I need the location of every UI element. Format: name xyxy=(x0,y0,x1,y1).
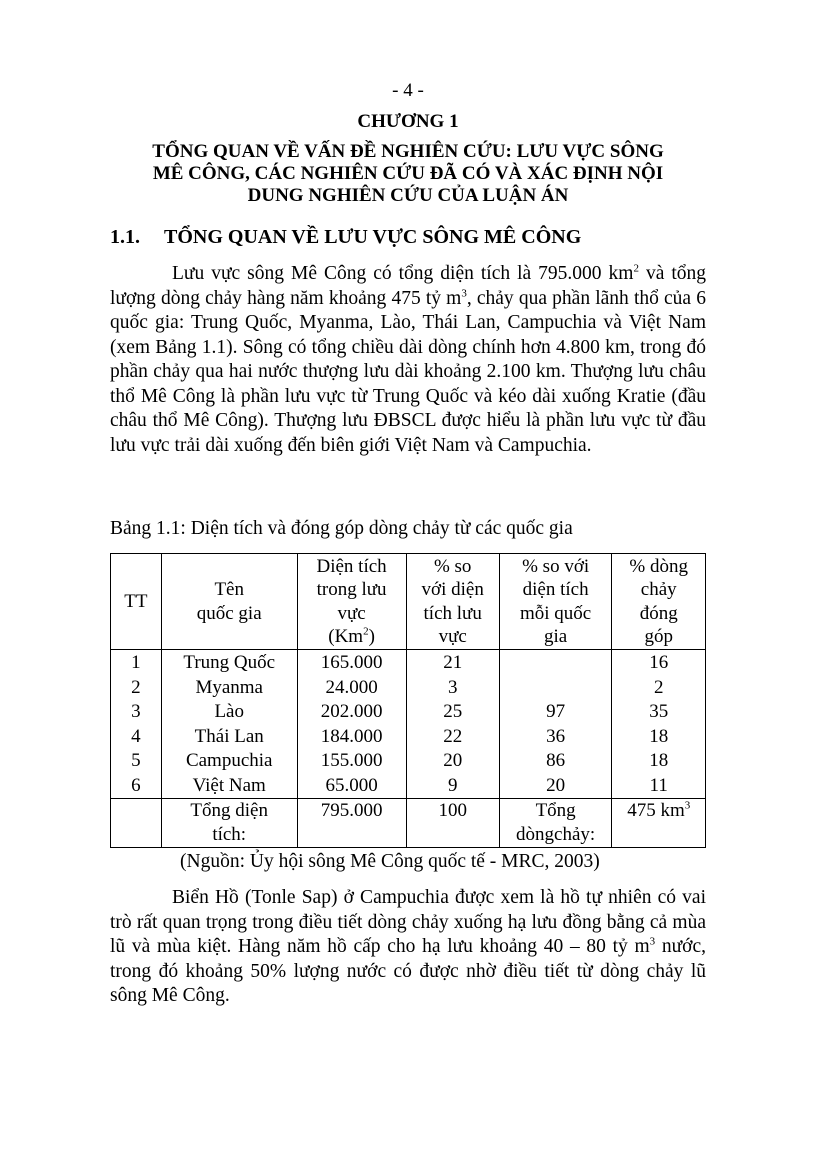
paragraph-2 xyxy=(110,886,706,1009)
chapter-title-line: MÊ CÔNG, CÁC NGHIÊN CỨU ĐÃ CÓ VÀ XÁC ĐỊNH NỘI xyxy=(152,163,664,184)
column-tt: 1 2 3 4 5 6 xyxy=(111,650,162,799)
table-caption: Bảng 1.1: Diện tích và đóng góp dòng chảy từ các quốc gia xyxy=(110,518,573,539)
chapter-heading: CHƯƠNG 1 xyxy=(357,111,459,132)
chapter-title xyxy=(110,141,706,207)
superscript: 2 xyxy=(633,262,639,275)
chapter-title-line: TỔNG QUAN VỀ VẤN ĐỀ NGHIÊN CỨU: LƯU VỰC SÔNG xyxy=(152,141,664,162)
header-pct-country: % so với diện tích mỗi quốc gia xyxy=(499,554,612,650)
section-heading xyxy=(110,226,706,249)
column-pct-country: 97 36 86 20 xyxy=(499,650,612,799)
paragraph-text: và tổng lượng dòng chảy hàng năm khoảng 475 tỷ m xyxy=(110,263,707,309)
column-pct-basin: 21 3 25 22 20 9 xyxy=(406,650,499,799)
paragraph-text: , chảy qua phần lãnh thổ của 6 quốc gia: Trung Quốc, Myanma, Lào, Thái Lan, Campuchia và Việt Nam (xem Bảng 1.1). Sông có tổng chiều dài dòng chính hơn 4.800 km, trong đó phần chảy qua hai nước thượng lưu dài khoảng 2.100 km. Thượng lưu châu thổ Mê Công là phần lưu vực từ Trung Quốc và kéo dài xuống Kratie (đầu châu thổ Mê Công). Thượng lưu ĐBSCL được hiểu là phần lưu vực từ đầu lưu vực trải dài xuống đến biên giới Việt Nam và Campuchia. xyxy=(110,287,706,456)
header-pct-flow: % dòng chảy đóng góp xyxy=(612,554,706,650)
paragraph-1 xyxy=(110,262,706,458)
column-pct-flow: 16 2 35 18 18 11 xyxy=(612,650,706,799)
table-body-row xyxy=(111,650,706,799)
total-flow-value: 475 $km^3$ xyxy=(612,799,706,848)
table-total-row xyxy=(111,799,706,848)
table-source: (Nguồn: Ủy hội sông Mê Công quốc tế - MRC, 2003) xyxy=(180,851,600,872)
header-country: Tên quốc gia xyxy=(161,554,297,650)
page-number: - 4 - xyxy=(392,80,424,101)
paragraph-text: nước, trong đó khoảng 50% lượng nước có được nhờ điều tiết từ dòng chảy lũ sông Mê Công. xyxy=(110,936,706,1006)
total-tt xyxy=(111,799,162,848)
header-area: Diện tích trong lưu vực (Km$^2$) xyxy=(297,554,406,650)
chapter-title-line: DUNG NGHIÊN CỨU CỦA LUẬN ÁN xyxy=(247,185,569,206)
header-tt: TT xyxy=(111,554,162,650)
column-area: 165.000 24.000 202.000 184.000 155.000 65.000 xyxy=(297,650,406,799)
header-pct-basin: % so với diện tích lưu vực xyxy=(406,554,499,650)
total-pct-basin: 100 xyxy=(406,799,499,848)
total-label: Tổng diện tích: xyxy=(161,799,297,848)
table-header-row xyxy=(111,554,706,650)
superscript: 3 xyxy=(649,935,656,948)
superscript: 3 xyxy=(461,287,467,299)
section-title: TỔNG QUAN VỀ LƯU VỰC SÔNG MÊ CÔNG xyxy=(164,226,582,248)
paragraph-text: Lưu vực sông Mê Công có tổng diện tích là 795.000 km xyxy=(172,263,634,284)
paragraph-text: Biển Hồ (Tonle Sap) ở Campuchia được xem là hồ tự nhiên có vai trò rất quan trọng trong điều tiết dòng chảy xuống hạ lưu đồng bằng cả mùa lũ và mùa kiệt. Hàng năm hồ cấp cho hạ lưu khoảng 40 – 80 tỷ m xyxy=(110,887,706,957)
total-area: 795.000 xyxy=(297,799,406,848)
total-flow-label: Tổng dòngchảy: xyxy=(499,799,612,848)
section-number: 1.1. xyxy=(110,226,140,248)
column-country: Trung Quốc Myanma Lào Thái Lan Campuchia Việt Nam xyxy=(161,650,297,799)
country-table xyxy=(110,553,706,848)
